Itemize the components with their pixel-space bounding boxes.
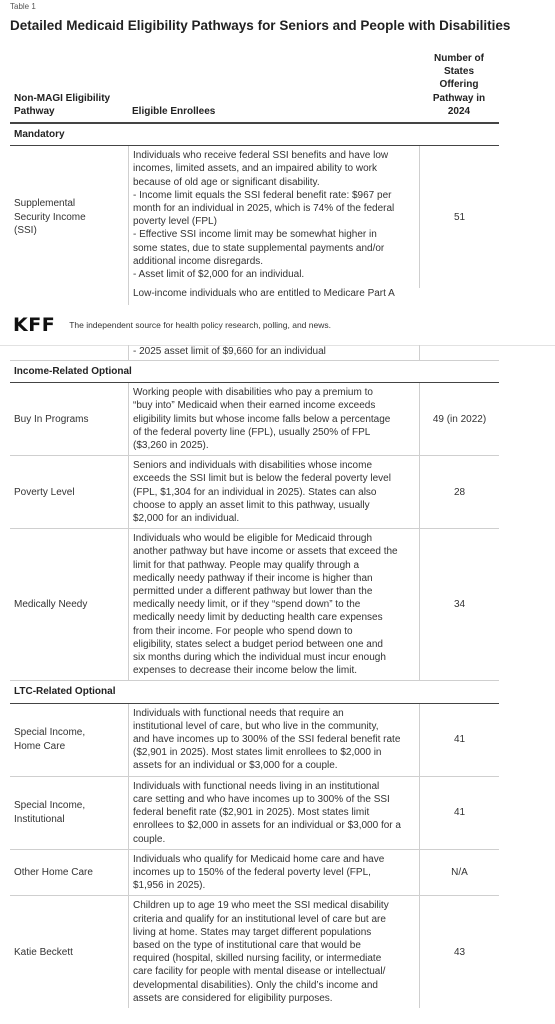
text-line: required (hospital, skilled nursing facility, or intermediate: [133, 953, 382, 965]
state-count-value: 51: [453, 211, 466, 223]
kff-logo: KFF: [13, 314, 56, 336]
text-line: federal benefit rate ($2,901 in 2025). Most states limit: [133, 807, 370, 819]
text-line: $2,000 for an individual.: [133, 513, 240, 525]
description-lines: [133, 149, 415, 281]
text-line: incomes up to 150% of the federal poverty level (FPL,: [133, 866, 371, 878]
text-line: ($3,260 in 2025).: [133, 440, 209, 452]
col-header-line: Pathway in: [432, 92, 486, 104]
text-line: Individuals with functional needs living in an institutional: [133, 780, 380, 792]
text-line: permitted under a different pathway but lower than the: [133, 586, 373, 598]
pathway-name: Other Home Care: [14, 866, 93, 878]
table-header: [10, 50, 499, 124]
text-line: (FPL, $1,304 for an individual in 2025). States can also: [133, 486, 377, 498]
enrollee-description: [128, 146, 419, 306]
pathway-name-lines: [14, 197, 86, 237]
text-line: poverty level (FPL): [133, 216, 217, 228]
text-line: Special Income,: [14, 727, 86, 739]
text-line: and have incomes up to 300% of the SSI federal benefit rate: [133, 734, 401, 746]
state-count: 34: [453, 599, 466, 611]
eligibility-table-top: [10, 50, 499, 306]
text-line: institutional level of care, but who live in the community,: [133, 720, 379, 732]
section-ltc-related: LTC-Related Optional: [10, 681, 499, 703]
state-count: 41: [453, 734, 466, 746]
text-line: some states, due to state supplemental payments and/or: [133, 242, 385, 254]
text-line: enrollees to $2,000 in assets for an individual or $3,000 for a: [133, 820, 401, 832]
text-line: medically needy pathway if their income is higher than: [133, 572, 373, 584]
pathway-name: [14, 799, 85, 825]
pathway-name: Katie Beckett: [14, 946, 73, 958]
text-line: Individuals with functional needs that require an: [133, 707, 344, 719]
text-line: eligibility, states select a budget period between one and: [133, 638, 383, 650]
text-line: couple.: [133, 833, 166, 845]
pathway-name: Buy In Programs: [14, 413, 89, 425]
text-line: care setting and who have incomes up to 300% of the SSI: [133, 793, 390, 805]
enrollee-description: [133, 386, 415, 452]
text-line: another pathway but have income or assets that exceed the: [133, 546, 398, 558]
text-line: medically needy limit, or if they “spend down” to the: [133, 599, 361, 611]
table-row-medically-needy: [10, 529, 499, 681]
enrollee-description: [133, 707, 415, 773]
text-line: developmental disabilities). Only the child’s income and: [133, 979, 378, 991]
table-row-buy-in: [10, 383, 499, 456]
text-line: exceeds the SSI limit but is below the federal poverty level: [133, 473, 391, 485]
text-line: based on the type of institutional care that would be: [133, 939, 361, 951]
text-line: Security Income: [14, 211, 86, 223]
text-line: six months during which the individual must incur enough: [133, 652, 386, 664]
text-line: of the federal poverty line (FPL), usually 250% of FPL: [133, 426, 371, 438]
text-line: “buy into” Medicaid when their earned income exceeds: [133, 400, 376, 412]
text-line: Individuals who receive federal SSI benefits and have low: [133, 150, 389, 162]
enrollee-description: [133, 899, 415, 1005]
table-row-other-home-care: [10, 850, 499, 897]
enrollee-description: [133, 532, 415, 677]
col-header-states: [419, 50, 499, 122]
eligibility-table-bottom: [10, 345, 499, 1008]
state-count: [419, 146, 499, 288]
state-count: 43: [453, 946, 466, 958]
pathway-name: Medically Needy: [14, 599, 88, 611]
text-line: eligibility limits but whose income falls below a percentage: [133, 413, 391, 425]
text-line: - Asset limit of $2,000 for an individual.: [133, 269, 305, 281]
state-count: N/A: [451, 866, 468, 878]
text-line: ($2,901 in 2025). Most states limit enrollees to $2,000 in: [133, 747, 382, 759]
col-header-line: States: [443, 66, 474, 78]
text-line: limit for that pathway. People may qualify through a: [133, 559, 360, 571]
table-row-msp-tail: [10, 345, 499, 361]
text-line: Individuals who would be eligible for Medicaid through: [133, 533, 373, 545]
text-line: from their income. For people who spend down to: [133, 625, 353, 637]
enrollee-description: [133, 780, 415, 846]
enrollee-description: [133, 853, 415, 893]
text-line: choose to apply an asset limit to this pathway, usually: [133, 499, 370, 511]
table-row-katie-beckett: [10, 896, 499, 1008]
text-line: assets for an individual or $3,000 for a couple.: [133, 760, 338, 772]
kff-banner: [0, 305, 555, 346]
col-header-enrollees: Eligible Enrollees: [132, 105, 216, 117]
table-row-poverty-level: [10, 456, 499, 529]
state-count: 41: [453, 807, 466, 819]
enrollee-description: [133, 459, 415, 525]
text-line: - Income limit equals the SSI federal benefit rate: $967 per: [133, 189, 392, 201]
pathway-name: Poverty Level: [14, 486, 75, 498]
text-line: Institutional: [14, 813, 65, 825]
section-income-related: Income-Related Optional: [10, 361, 499, 383]
pathway-name: [14, 726, 85, 752]
col-header-line: 2024: [447, 105, 471, 117]
text-line: Supplemental: [14, 198, 76, 210]
table-row-special-income-institutional: [10, 777, 499, 850]
text-line: care facility for people with mental disease or intellectual/: [133, 966, 386, 978]
text-line: additional income disregards.: [133, 255, 264, 267]
page-title: Detailed Medicaid Eligibility Pathways for Seniors and People with Disabilities: [10, 18, 511, 33]
table-row-special-income-home: [10, 704, 499, 777]
section-mandatory: Mandatory: [10, 124, 499, 146]
text-line: Special Income,: [14, 800, 86, 812]
text-line: (SSI): [14, 224, 37, 236]
kff-tagline: The independent source for health policy research, polling, and news.: [69, 320, 331, 330]
text-line: Individuals who qualify for Medicaid home care and have: [133, 853, 385, 865]
table-eyebrow: Table 1: [10, 2, 36, 11]
text-line: because of old age or significant disability.: [133, 176, 320, 188]
text-line: criteria and qualify for an institutional level of care but are: [133, 913, 386, 925]
text-line: living at home. States may target different populations: [133, 926, 372, 938]
state-count: 49 (in 2022): [432, 413, 487, 425]
text-line: month for an individual in 2025, which is 74% of the federal: [133, 203, 395, 215]
text-line: - Effective SSI income limit may be somewhat higher in: [133, 229, 377, 241]
pathway-name: [10, 146, 128, 288]
state-count: 28: [453, 486, 466, 498]
text-line: expenses to decrease their income below the limit.: [133, 665, 358, 677]
description-continued: Low-income individuals who are entitled to Medicare Part A: [133, 288, 395, 300]
table-row-ssi: [10, 146, 499, 306]
text-line: $1,956 in 2025).: [133, 880, 206, 892]
text-line: assets are considered for eligibility purposes.: [133, 992, 333, 1004]
description-tail: - 2025 asset limit of $9,660 for an individual: [133, 346, 326, 357]
col-header-line: Number of: [434, 52, 484, 64]
text-line: Seniors and individuals with disabilities whose income: [133, 460, 373, 472]
text-line: medically needy limit by deducting health care expenses: [133, 612, 383, 624]
text-line: Working people with disabilities who pay a premium to: [133, 387, 373, 399]
text-line: Children up to age 19 who meet the SSI medical disability: [133, 900, 389, 912]
col-header-line: Offering: [439, 79, 479, 91]
text-line: Home Care: [14, 740, 66, 752]
text-line: incomes, limited assets, and an impaired ability to work: [133, 163, 377, 175]
col-header-pathway: Non-MAGI Eligibility Pathway: [14, 92, 111, 117]
